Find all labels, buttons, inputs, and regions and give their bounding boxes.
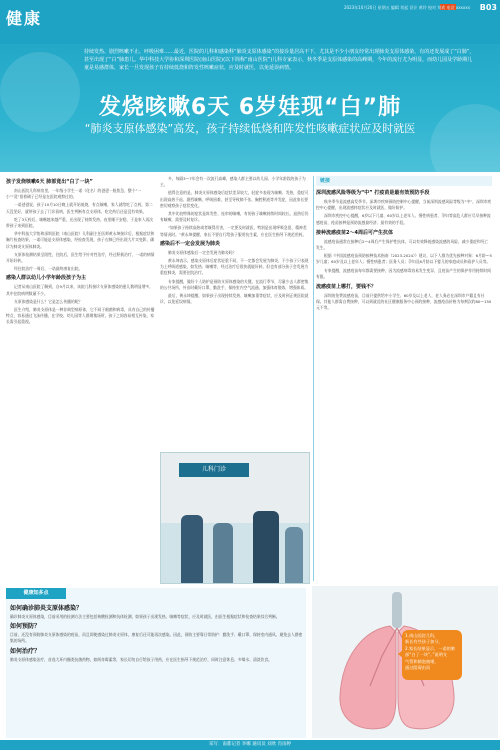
paragraph: 吃了3天药后，咳嗽越来越严重，还出现了持续发热，夜里睡不安稳，于是家人再次带孩子来到医院。 [6, 216, 154, 229]
answer-text: 肺炎支原体感染治疗，首选大环内酯类抗菌药物，如阿奇霉素等，家长切勿自行给孩子用药，应在医生指导下规范治疗，同时注意休息、多喝水、清淡饮食。 [10, 656, 272, 662]
section-heading: 流感疫苗上哪打，要钱不？ [316, 284, 377, 291]
trachea [392, 592, 402, 628]
paragraph: 其中比较特殊的症状是阵发性、连串的咳嗽，有的孩子咳嗽持续时间较长，退热后仍有咳嗽，需要及时复诊。 [160, 211, 309, 223]
paragraph: 黄永坤表示，感染支原体后症状轻重不同，不一定都会发展为肺炎，不少孩子只表现为上呼吸道感染，如发热、咳嗽等，经过治疗后很快就能好转。但也有部分孩子会发展为重症肺炎，需要住院治疗。 [160, 258, 309, 276]
hospital-photo [160, 452, 310, 584]
callout-line: 气管和肺泡被堵， [405, 658, 439, 664]
paragraph: 支原体检测结果呈阳性，住院后，医生给予针对性治疗，经过积极治疗，一诺的病情开始好转。 [6, 251, 155, 264]
column-divider [313, 176, 314, 581]
paragraph: 一诺爸爸说，孩子10月10日晚上就开始低烧，有点咳嗽，家人就给吃了点药，第二天没见好，就带孩子去了门诊看病，医生判断有点支原体，吃完药后还是没有效果。 [6, 202, 153, 214]
hero-banner [0, 44, 500, 172]
paragraph: 专家提醒，流感疫苗每年都需要接种，因为流感病毒容易发生变异，且疫苗产生的保护作用持续时间有限。 [316, 267, 492, 279]
section-heading: 接种流感疫苗2～4周后可产生抗体 [316, 229, 393, 236]
section-heading: 深圳流感风险等级为“中” 打疫苗是最有效预防手段 [316, 190, 430, 196]
paragraph: 华中科技大学协和深圳医院（南山医院）儿科副主任医师黄永坤接诊后，根据症状和胸片检查结果，一诺可能是支原体感染，经检查发现，孩子右肺已经出现大片实变影，确诊为肺炎支原体肺炎。 [6, 231, 155, 249]
callout-line: 2.家长结果显示，一诺的肺 [405, 645, 456, 651]
clinic-sign: 儿科门诊 [179, 463, 249, 477]
page-number: B03 [479, 3, 497, 12]
callout-box [402, 630, 462, 680]
article-column-1 [6, 176, 156, 586]
page-header [0, 0, 500, 44]
person-figure [181, 515, 203, 584]
lung-illustration [312, 586, 498, 738]
knowledge-body [10, 602, 306, 663]
paragraph: 最后，黄永坤提醒，如果孩子出现持续发热、咳嗽加重等症状，应及时到正规医院就诊，以免延误病情。 [160, 293, 309, 305]
paragraph: 秋冬季节是流感高发季节。深圳市疾病预防控制中心提醒，当前深圳流感风险等级为“中”，深圳市疾控中心提醒，出现流感样症状应及时就医，做好防护。 [316, 199, 492, 211]
paragraph: 根据《中国流感疫苗预防接种技术指南（2023-2024）》建议，以下人群为优先接种对象：6月龄～5岁儿童；60岁及以上老年人；慢性病患者；医务人员；孕妇及6月龄以下婴儿的家庭成员和看护人员等。 [316, 253, 492, 265]
headline: 发烧咳嗽6天 6岁娃现“白”肺 [98, 95, 402, 120]
paragraph: 南山医院儿科病房里，一年级小学生一诺（化名）的爸爸一脸焦急，整个“一小”“竟”留着刷子已经是在医院观察过的。 [6, 188, 142, 200]
question-heading: 如何预防？ [10, 623, 41, 631]
paragraph: 支原体感染是什么？它是怎么传播的呢？ [14, 298, 83, 304]
paragraph: 多，每隔3～7年会有一次流行高峰，感染人群主要以幼儿园、小学年龄段的孩子为主。 [160, 176, 306, 188]
paragraph: 肺炎支原体感染后一定会发展为肺炎吗？ [168, 249, 237, 255]
knowledge-tag: 健康知多点 [6, 588, 66, 599]
paragraph: 流感疫苗通常在接种后2～4周后产生保护性抗体，可以有效降低感染流感的风险，减少重症和死亡发生。 [316, 238, 489, 251]
subheadline: “肺炎支原体感染”高发，孩子持续低烧和阵发性咳嗽症状应及时就医 [84, 122, 416, 135]
question-heading: 如何确诊肺炎支原体感染？ [10, 605, 83, 612]
left-lung [340, 626, 396, 729]
paragraph: 深圳市疾控中心提醒，6岁以下儿童、60岁以上老年人、慢性病患者、孕妇等高危人群应尽早接种流感疫苗，疫苗接种是预防流感最经济、最有效的手段。 [316, 213, 491, 225]
person-figure [253, 511, 279, 584]
callout-line: 1.南山医院儿科， [405, 633, 439, 638]
section-heading: 感染人群以幼儿小学年龄段孩子为主 [6, 275, 87, 282]
header-meta: 2023年10月20日 星期五 编辑 刘起 设计 黄玲 校对 刘欢 电话 xxxxxx [343, 5, 470, 10]
lead-paragraph: 持续发热、剧烈咳嗽不止、呼吸困难……最近，医院的儿科和感染科“肺炎支原体感染”的接诊量居高不下，尤其是不少小朋友经常出现肺炎支原体感染，有的还发展成了“白肺”，甚至出现了“白”肺患儿。华中科技大学协和深圳医院(南山医院)(以下简称“南山医院”)儿科专家表示，秋冬季是支原体感染的高峰期，今年的流行尤为明显，而幼儿园及学龄期儿童是易感群体，家长一旦发现孩子有持续低烧和阵发性咳嗽症状，应及时就医，以免延误病情。 [84, 49, 475, 71]
answer-text: 确诊肺炎支原体感染，目前采用的检测方法主要包括核酸检测和抗体检测，如果孩子出现发热、咳嗽等症状，应及时就医，由医生根据症状和检查结果综合判断。 [10, 614, 280, 619]
callout-line: 通过阻碍由而 [405, 665, 431, 671]
paragraph: 医生介绍，肺炎支原体是一种非典型病原体，它不同于细菌和病毒，具有自己的传播特点，容易通过飞沫传播，在学校、幼儿园等人群聚集场所，孩子之间容易相互传染，家长需引起重视。 [6, 307, 155, 325]
callout-line: 部“白了一块”。”说明支 [405, 652, 448, 658]
callout-line: 新长有些孩子加分， [405, 639, 443, 645]
section-heading: 感染后不一定会发展为肺炎 [160, 240, 221, 247]
sidebar-column [316, 176, 492, 586]
paragraph: 深圳的免费流感疫苗，目前只提供给中小学生、60岁及以上老人，老人务必在深圳市户籍且有社保。其他人群需自费接种，可以到就近的社区健康服务中心预约接种，流感疫苗价格为每剂次约80～150元不等。 [316, 293, 492, 311]
link-label: 链接 [316, 176, 492, 186]
page-footer: 采写：南都记者 李娜 通讯员 刘欣 肖雨婷 [0, 740, 500, 750]
paragraph: 记者从南山医院了解到，自9月以来，该院儿科接诊支原体感染的患儿数明显增多，其中住院病例数量不少。 [6, 284, 154, 296]
knowledge-box [6, 588, 306, 738]
person-figure [213, 523, 233, 584]
section-heading: 孩子发烧咳嗽6天 肺部竟出“白了一块” [6, 179, 93, 185]
section-title: 健康 [6, 9, 43, 28]
paragraph: 值得注意的是，肺炎支原体感染后症状差异较大，轻症多表现为咳嗽、发热，重症可出现高热不退、剧烈咳嗽、呼吸困难，甚至导致肺不张、胸腔积液等并发症，因此家长要密切观察孩子症状变化。 [160, 190, 309, 208]
paragraph: 经住院治疗一周后，一诺最终康复出院。 [14, 266, 83, 272]
person-figure [285, 527, 303, 584]
answer-text: 目前，还没有预防肺炎支原体感染的疫苗，而且即使感染过肺炎支原体，康复后还可能再次感染。因此，预防主要靠日常防护：勤洗手、戴口罩、保持室内通风，避免去人群密集的场所。 [10, 632, 303, 644]
paragraph: 专家提醒，做好个人防护是预防支原体感染的关键，在流行季节，尽量少去人群密集的公共场所，外出时戴好口罩，勤洗手，保持室内空气流通，加强体育锻炼，增强体质。 [160, 278, 309, 290]
paragraph: “如果孩子持续高热或者咳得厉害，一定要及时就医，特别是出现呼吸急促、精神差等情况时。”黄永坤提醒，家长不要自行给孩子服用抗生素，应在医生指导下规范用药。 [160, 225, 307, 237]
question-heading: 如何治疗？ [10, 647, 41, 655]
